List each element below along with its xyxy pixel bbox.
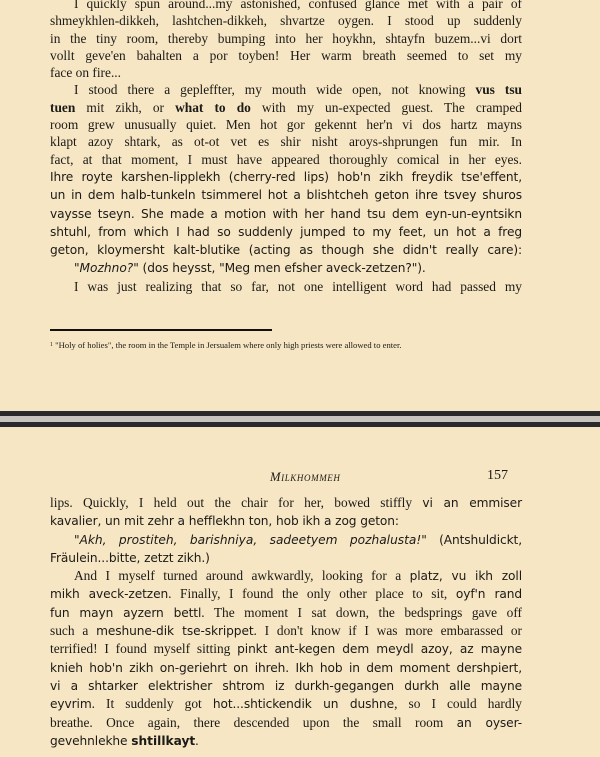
text-run: breathe. Once again, there descended upon the small room	[50, 714, 457, 730]
text-run: shtillkayt	[131, 733, 196, 748]
text-run: vus tsu	[475, 82, 522, 98]
text-run: platz, vu ikh zoll	[409, 569, 522, 584]
text-run: "	[74, 532, 80, 547]
text-line	[50, 549, 522, 567]
text-run: Akh, prostiteh, barishniya, sadeetyem pozhalusta!	[79, 532, 422, 547]
text-run: geton, kloymersht kalt-blutike (acting as though she didn't really care):	[50, 243, 522, 258]
text-line	[50, 714, 522, 732]
lower-page	[0, 427, 600, 757]
text-run: . It suddenly got	[91, 696, 213, 712]
text-run: face on fire...	[50, 65, 122, 81]
text-line	[50, 12, 522, 29]
text-line	[50, 223, 522, 241]
text-run: what to do	[175, 99, 251, 115]
text-run: Fräulein...bitte, zetzt zikh.)	[50, 550, 210, 565]
text-line	[50, 278, 522, 295]
text-line	[50, 604, 522, 622]
page-number: 157	[487, 468, 508, 483]
text-line	[50, 186, 522, 204]
text-run: knieh hob'n zikh on-geriehrt on ihreh. Ikh hob in dem moment dershpiert,	[50, 660, 522, 675]
text-run: shtuhl, from which I had so suddenly jumped to my feet, un hot a freg	[50, 224, 522, 239]
text-run: " (dos heysst, "Meg men efsher aveck-zetzen?").	[133, 261, 426, 276]
text-line	[50, 205, 522, 223]
text-run: in the tiny room, thereby bumping into her hoykhn, shtayfn buzem...vi dort	[50, 30, 522, 46]
text-run: tuen	[50, 99, 76, 115]
text-line	[50, 99, 522, 116]
upper-page-body-text	[50, 0, 522, 295]
text-run: kavalier, un mit zehr a hefflekhn ton, hob ikh a zog geton:	[50, 514, 399, 529]
text-run: Mozhno?	[79, 261, 134, 276]
text-line	[50, 567, 522, 585]
page-separator	[0, 411, 600, 427]
text-line	[50, 640, 522, 658]
text-run: hot...shtickendik un dushne	[212, 697, 395, 712]
text-run: fact, at that moment, I must have appeared thoroughly comical in her eyes.	[50, 151, 522, 167]
text-run: I stood there a gepleffter, my mouth wide open, not knowing	[74, 82, 476, 98]
text-run: oyf'n rand	[455, 587, 522, 602]
text-run: gevehnlekhe	[50, 733, 132, 748]
text-line	[50, 512, 522, 530]
text-line	[50, 695, 522, 713]
text-run: vollt geve'en bahalten a por toyben! Her warm breath seemed to set my	[50, 47, 522, 63]
text-line	[50, 30, 522, 47]
text-run: , so I could hardly	[394, 696, 522, 712]
text-line	[50, 494, 522, 512]
text-line	[50, 47, 522, 64]
text-run: such a	[50, 623, 97, 639]
text-run: eyvrim	[50, 697, 92, 712]
lower-page-body-text	[50, 494, 522, 750]
text-run: vaysse tseyn. She made a motion with her hand tsu dem eyn-un-eyntsikn	[50, 206, 522, 221]
text-run: "	[74, 261, 80, 276]
text-line	[50, 116, 522, 133]
text-line	[50, 677, 522, 695]
text-run: klapt azoy shtark, as ot-ot vet es shir nisht aroys-shprungen fun mir. In	[50, 134, 522, 150]
text-run: mikh aveck-zetzen	[50, 587, 169, 602]
text-line	[50, 241, 522, 259]
running-head: Milkhommeh	[270, 470, 341, 484]
text-line	[50, 531, 522, 549]
text-run: " (Antshuldickt,	[421, 532, 522, 547]
text-line	[50, 259, 522, 277]
text-run: vi an emmiser	[422, 496, 522, 510]
text-run: an oyser-	[456, 715, 523, 730]
text-run: meshune-dik tse-skrippet	[96, 624, 254, 639]
text-run: lips. Quickly, I held out the chair for her, bowed stiffly	[50, 495, 423, 510]
text-line	[50, 585, 522, 603]
text-run: fun mayn ayzern bettl	[50, 605, 202, 620]
footnote-mark: 1	[50, 342, 53, 348]
text-run: And I myself turned around awkwardly, looking for a	[74, 568, 410, 584]
text-run: . Finally, I found the only other place to sit,	[168, 586, 456, 602]
text-line	[50, 81, 522, 98]
text-line	[50, 622, 522, 640]
text-run: . I don't know if I was more embarassed or	[253, 623, 522, 639]
text-run: pinkt ant-kegen dem meydl azoy, az mayne	[237, 642, 522, 657]
text-run: . The moment I sat down, the bedsprings gave off	[201, 604, 522, 620]
text-line	[50, 732, 522, 750]
text-line	[50, 64, 522, 81]
text-run: mit zikh, or	[75, 99, 176, 115]
text-line	[50, 151, 522, 168]
text-run: room grew unusually quiet. Men hot gor gekennt her'n vi dos hartz mayns	[50, 117, 522, 133]
text-run: Ihre royte karshen-lipplekh (cherry-red lips) hob'n zikh freydik tse'effent,	[50, 169, 522, 184]
text-line	[50, 133, 522, 150]
footnote-rule	[50, 329, 272, 331]
text-run: .	[195, 732, 199, 748]
footnote	[50, 339, 525, 351]
text-run: terrified! I found myself sitting	[50, 641, 238, 657]
text-run: shmeykhlen-dikkeh, lashtchen-dikkeh, shvartze oygen. I stood up suddenly	[50, 13, 522, 29]
footnote-text: "Holy of holies", the room in the Temple in Jersualem where only high priests were allowed to enter.	[53, 340, 402, 350]
text-run: I quickly spun around...my astonished, confused glance met with a pair of	[74, 0, 522, 11]
text-line	[50, 168, 522, 186]
text-run: I was just realizing that so far, not one intelligent word had passed my	[74, 278, 522, 294]
text-run: un in dem halb-tunkeln tsimmerel hot a blishtcheh geton ihre tsvey shuros	[50, 188, 522, 203]
text-run: with my un-expected guest. The cramped	[250, 99, 523, 115]
text-line	[50, 659, 522, 677]
text-line	[50, 0, 522, 12]
text-run: vi a shtarker elektrisher shtrom iz durkh-gegangen durkh alle mayne	[50, 678, 522, 693]
